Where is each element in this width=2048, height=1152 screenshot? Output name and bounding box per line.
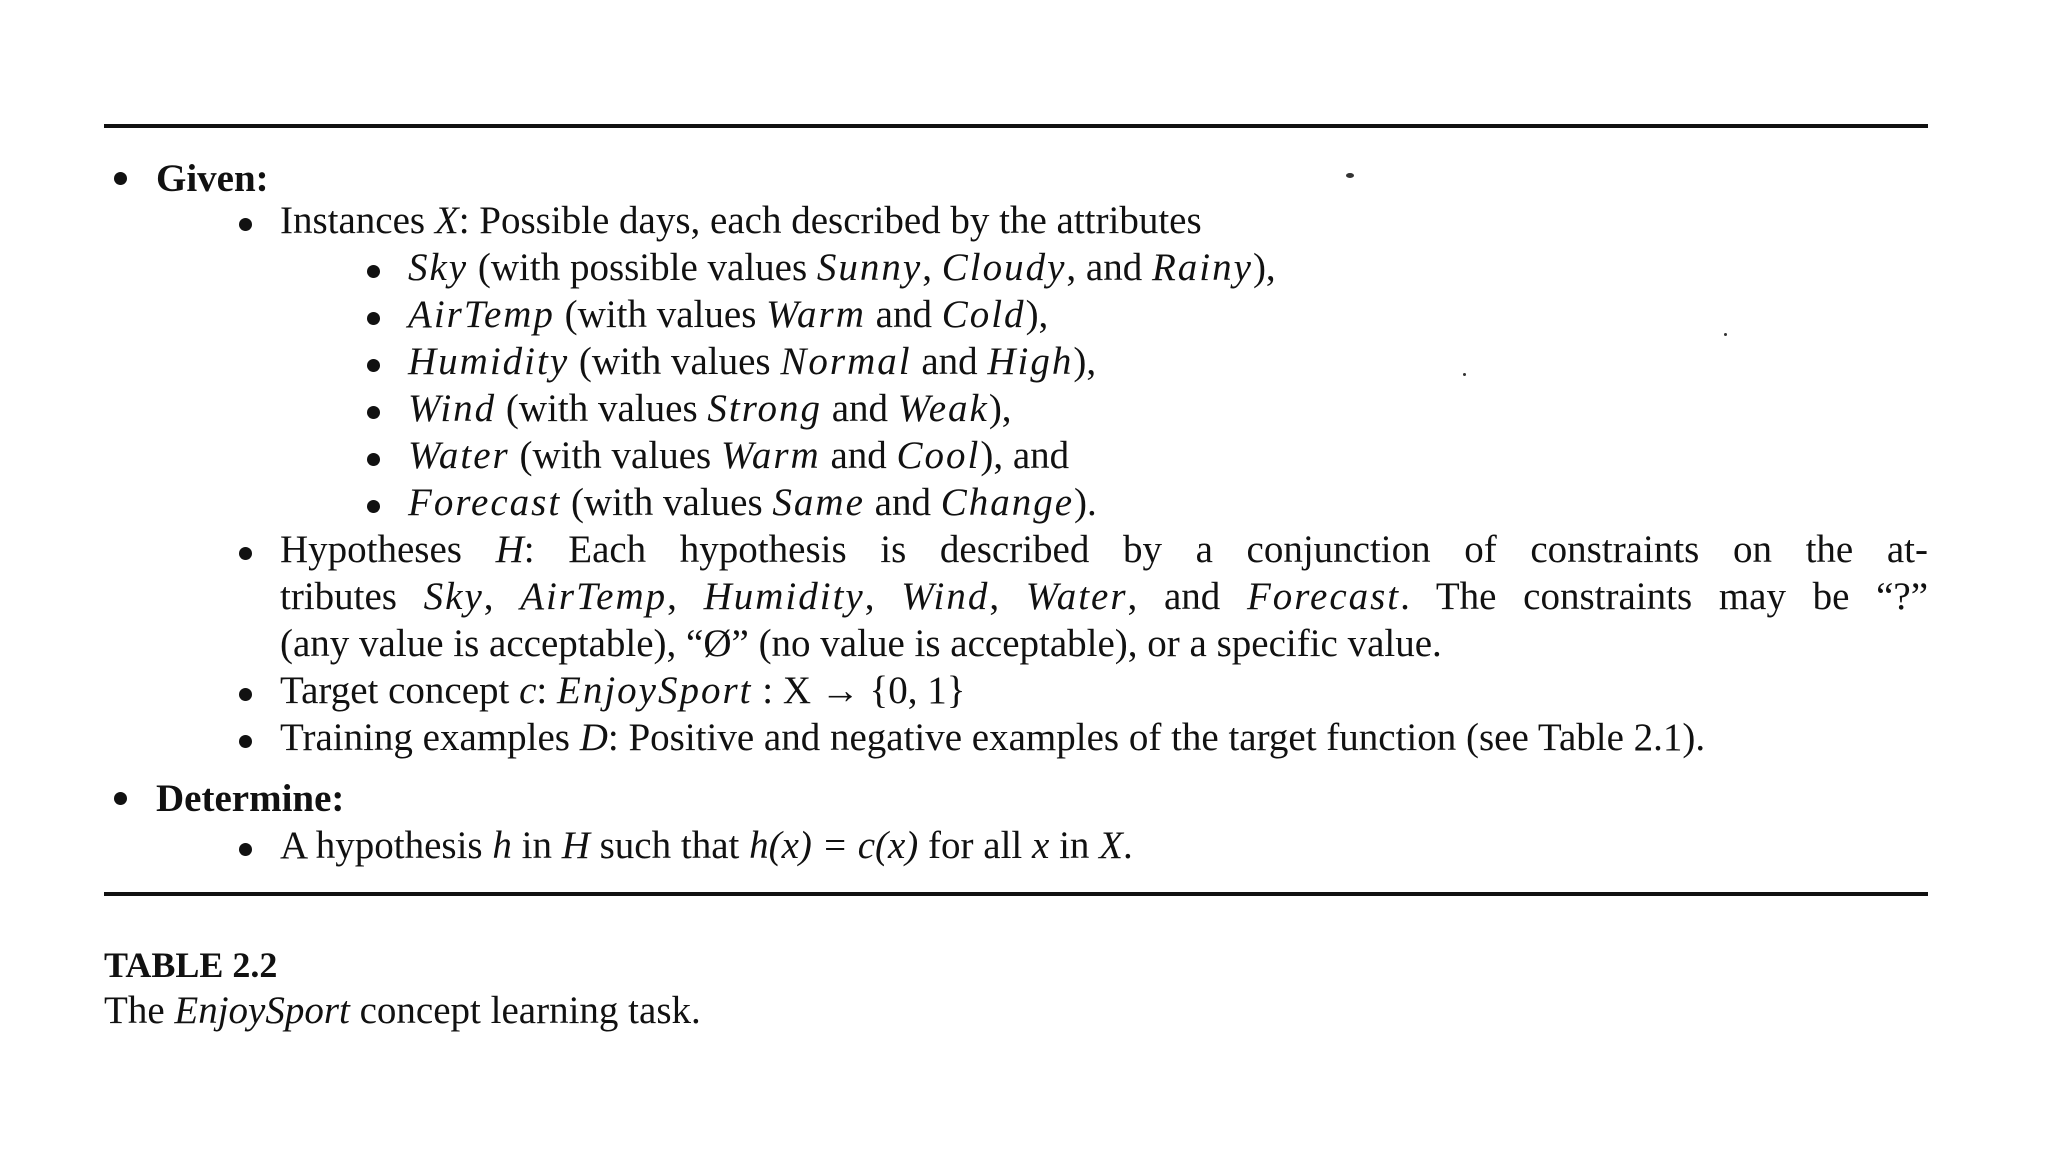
instances-prefix: Instances [280,199,435,242]
attr-end: ), [1025,293,1049,336]
determine-heading: Determine: [156,777,345,820]
attr-value: Warm [766,293,866,336]
hyp-attr: AirTemp [520,575,668,618]
hyp-text: . The constraints may be “?” [1400,575,1929,618]
attr-name: Sky [408,246,469,289]
table-caption-title: TABLE 2.2 [104,945,278,985]
attr-end: ). [1074,481,1097,524]
attr-value: Change [940,481,1075,524]
instances-line [280,197,1202,244]
hyp-sep: , [483,575,521,618]
attribute-water [408,432,1069,479]
training-text: : Positive and negative examples of the target function (see Table 2.1). [607,716,1706,759]
attr-value: Sunny [816,246,923,289]
hyp-text: : Each hypothesis is described by a conjunction of constraints on the at- [523,528,1928,571]
attr-value: Weak [897,387,989,430]
caption-pre: The [104,989,175,1032]
bullet-icon [239,218,252,231]
bullet-icon [114,792,127,805]
det-var: x [1032,824,1050,867]
hyp-var: H [495,528,524,571]
bullet-icon [367,406,380,419]
attr-end: ), [988,387,1012,430]
hyp-sep: , and [1127,575,1247,618]
attr-name: Wind [408,387,497,430]
attr-sep: and [911,340,988,383]
attr-end: ), [1252,246,1276,289]
instances-var: X [434,199,459,242]
bullet-icon [367,265,380,278]
attr-sep: and [865,293,942,336]
hyp-attr: Humidity [703,575,865,618]
bullet-icon [367,453,380,466]
hyp-sep: , [667,575,704,618]
hypotheses-line-1 [280,526,1928,573]
det-text: in [511,824,562,867]
scan-speck [1463,373,1466,376]
target-var: c [519,669,537,712]
attribute-sky [408,244,1276,291]
bottom-rule [104,892,1928,896]
hyp-prefix: Hypotheses [280,528,496,571]
target-mapping: : X → {0, 1} [752,669,966,712]
det-var: h [492,824,512,867]
hyp-sep: , [864,575,902,618]
scan-speck [1346,173,1354,178]
attr-end: ), [1073,340,1097,383]
attribute-forecast [408,479,1097,526]
attr-mid: (with values [554,293,767,336]
attr-name: Water [408,434,510,477]
det-text: in [1049,824,1100,867]
attr-sep: and [864,481,941,524]
scan-speck [1724,333,1727,336]
attr-value: Cold [941,293,1026,336]
attr-sep: and [820,434,897,477]
caption-name: EnjoySport [174,989,350,1032]
target-colon: : [536,669,558,712]
hypotheses-line-3: (any value is acceptable), “Ø” (no value is acceptable), or a specific value. [280,622,1442,665]
bullet-icon [367,359,380,372]
det-text: A hypothesis [280,824,493,867]
bullet-icon [114,172,127,185]
caption-post: concept learning task. [349,989,701,1032]
given-heading: Given: [156,157,269,200]
hyp-text: tributes [280,575,424,618]
attr-sep: , [922,246,942,289]
attr-mid: (with values [496,387,708,430]
det-equation: h(x) = c(x) [749,824,919,867]
det-text: . [1123,824,1133,867]
hyp-attr: Water [1025,575,1128,618]
attr-mid: (with values [569,340,781,383]
det-text: such that [589,824,750,867]
hypotheses-line-2 [280,573,1928,620]
attr-name: AirTemp [408,293,555,336]
hyp-sep: , [989,575,1026,618]
det-var: H [561,824,590,867]
attribute-wind [408,385,1012,432]
bullet-icon [239,735,252,748]
attr-value: Cool [896,434,981,477]
bullet-icon [367,500,380,513]
attr-value: Warm [720,434,821,477]
hyp-attr: Wind [901,575,990,618]
training-var: D [579,716,608,759]
attr-value: Strong [707,387,822,430]
det-var: X [1099,824,1123,867]
attr-value: Cloudy [941,246,1067,289]
training-prefix: Training examples [280,716,580,759]
bullet-icon [367,312,380,325]
attr-value: Normal [780,340,912,383]
attr-mid: (with values [509,434,721,477]
top-rule [104,124,1928,128]
attribute-airtemp [408,291,1048,338]
attr-name: Humidity [408,340,570,383]
det-text: for all [918,824,1033,867]
attr-sep: , and [1066,246,1152,289]
target-prefix: Target concept [280,669,520,712]
bullet-icon [239,547,252,560]
attr-value: Same [772,481,865,524]
attribute-humidity [408,338,1096,385]
bullet-icon [239,688,252,701]
attr-value: High [987,340,1074,383]
bullet-icon [239,843,252,856]
target-concept-line [280,667,965,714]
instances-text: : Possible days, each described by the attributes [458,199,1202,242]
training-examples-line [280,714,1705,761]
hyp-attr: Forecast [1246,575,1401,618]
attr-value: Rainy [1151,246,1253,289]
attr-end: ), and [980,434,1070,477]
determine-line [280,822,1133,869]
attr-name: Forecast [408,481,562,524]
attr-mid: (with values [561,481,773,524]
target-name: EnjoySport [557,669,753,712]
hyp-attr: Sky [423,575,484,618]
attr-sep: and [821,387,898,430]
attr-mid: (with possible values [468,246,817,289]
table-caption-text [104,987,701,1034]
